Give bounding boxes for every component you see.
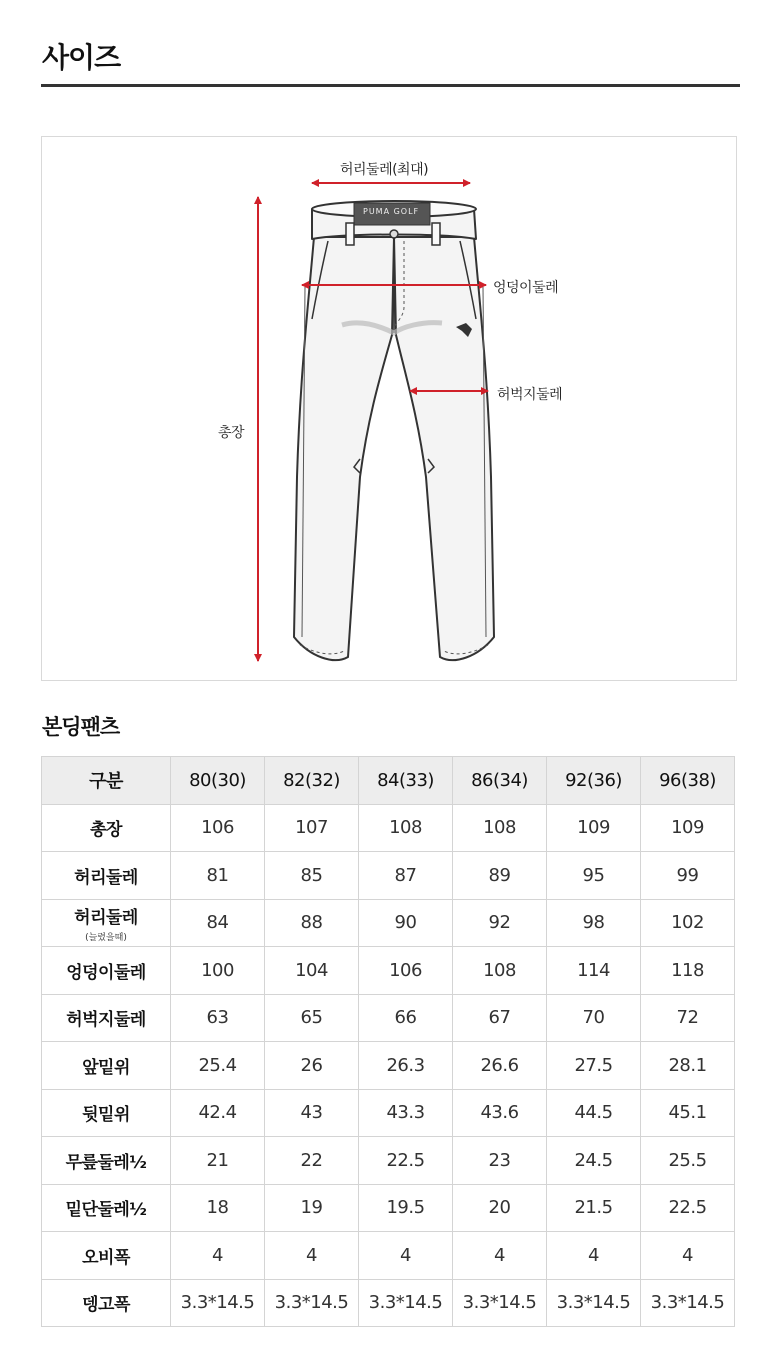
table-cell: 3.3*14.5 — [359, 1279, 453, 1327]
row-label-text: 엉덩이둘레 — [66, 962, 146, 983]
size-chart-table — [41, 756, 735, 1327]
table-row — [42, 1184, 735, 1232]
table-cell: 25.5 — [641, 1137, 735, 1185]
table-cell: 3.3*14.5 — [547, 1279, 641, 1327]
table-cell: 106 — [359, 947, 453, 995]
row-label-note: (늘렸을때) — [85, 932, 127, 943]
table-row — [42, 1137, 735, 1185]
table-cell: 43 — [265, 1089, 359, 1137]
table-cell: 98 — [547, 899, 641, 947]
table-cell: 21 — [171, 1137, 265, 1185]
table-cell: 102 — [641, 899, 735, 947]
table-cell: 118 — [641, 947, 735, 995]
table-cell: 18 — [171, 1184, 265, 1232]
table-cell: 99 — [641, 852, 735, 900]
table-cell: 108 — [453, 804, 547, 852]
table-cell: 81 — [171, 852, 265, 900]
row-label — [42, 1184, 171, 1232]
table-cell: 90 — [359, 899, 453, 947]
table-cell: 3.3*14.5 — [171, 1279, 265, 1327]
table-cell: 88 — [265, 899, 359, 947]
table-cell: 70 — [547, 994, 641, 1042]
row-label — [42, 1042, 171, 1090]
table-cell: 42.4 — [171, 1089, 265, 1137]
table-cell: 20 — [453, 1184, 547, 1232]
row-label — [42, 1089, 171, 1137]
table-cell: 22 — [265, 1137, 359, 1185]
table-cell: 95 — [547, 852, 641, 900]
table-cell: 26.3 — [359, 1042, 453, 1090]
table-cell: 84 — [171, 899, 265, 947]
table-cell: 109 — [547, 804, 641, 852]
row-label — [42, 947, 171, 995]
table-cell: 26.6 — [453, 1042, 547, 1090]
table-cell: 114 — [547, 947, 641, 995]
row-label-text: 뎅고폭 — [82, 1295, 130, 1316]
page-title: 사이즈 — [42, 41, 121, 74]
table-header-row — [42, 757, 735, 805]
table-cell: 22.5 — [641, 1184, 735, 1232]
table-cell: 44.5 — [547, 1089, 641, 1137]
table-cell: 4 — [171, 1232, 265, 1280]
row-label-text: 뒷밑위 — [82, 1105, 130, 1126]
pants-illustration — [42, 137, 738, 682]
table-cell: 3.3*14.5 — [453, 1279, 547, 1327]
size-header: 92(36) — [547, 757, 641, 805]
row-label — [42, 852, 171, 900]
size-header: 96(38) — [641, 757, 735, 805]
hip-label: 엉덩이둘레 — [493, 280, 559, 296]
table-cell: 67 — [453, 994, 547, 1042]
table-cell: 24.5 — [547, 1137, 641, 1185]
row-label-text: 오비폭 — [82, 1247, 130, 1268]
title-divider — [41, 84, 740, 87]
table-cell: 65 — [265, 994, 359, 1042]
table-row — [42, 947, 735, 995]
row-label — [42, 1232, 171, 1280]
table-cell: 43.6 — [453, 1089, 547, 1137]
table-cell: 45.1 — [641, 1089, 735, 1137]
table-cell: 87 — [359, 852, 453, 900]
brand-label: PUMA GOLF — [363, 207, 420, 216]
row-label-text: 허리둘레 — [74, 867, 138, 888]
table-cell: 43.3 — [359, 1089, 453, 1137]
row-label-text: 허리둘레 — [74, 907, 138, 928]
table-cell: 26 — [265, 1042, 359, 1090]
table-cell: 72 — [641, 994, 735, 1042]
table-cell: 4 — [359, 1232, 453, 1280]
row-label-text: 총장 — [90, 820, 122, 841]
table-row — [42, 1089, 735, 1137]
row-label — [42, 1137, 171, 1185]
row-label — [42, 899, 171, 947]
table-cell: 19.5 — [359, 1184, 453, 1232]
table-cell: 22.5 — [359, 1137, 453, 1185]
size-header: 84(33) — [359, 757, 453, 805]
table-cell: 4 — [453, 1232, 547, 1280]
table-row — [42, 1042, 735, 1090]
table-cell: 4 — [547, 1232, 641, 1280]
row-label-text: 앞밑위 — [82, 1057, 130, 1078]
waist-max-label: 허리둘레(최대) — [340, 162, 429, 178]
table-cell: 109 — [641, 804, 735, 852]
table-cell: 107 — [265, 804, 359, 852]
total-length-label: 총장 — [218, 425, 245, 441]
table-cell: 89 — [453, 852, 547, 900]
table-cell: 63 — [171, 994, 265, 1042]
thigh-label: 허벅지둘레 — [497, 387, 563, 403]
size-header: 80(30) — [171, 757, 265, 805]
row-label-text: 밑단둘레½ — [65, 1200, 147, 1221]
row-label — [42, 804, 171, 852]
section-title: 본딩팬츠 — [42, 715, 120, 739]
table-row — [42, 852, 735, 900]
table-cell: 23 — [453, 1137, 547, 1185]
row-label-text: 무릎둘레½ — [65, 1152, 147, 1173]
table-cell: 100 — [171, 947, 265, 995]
table-corner-header: 구분 — [42, 757, 171, 805]
table-cell: 66 — [359, 994, 453, 1042]
table-row — [42, 1279, 735, 1327]
table-cell: 25.4 — [171, 1042, 265, 1090]
button — [390, 230, 398, 238]
table-cell: 104 — [265, 947, 359, 995]
size-header: 82(32) — [265, 757, 359, 805]
table-row — [42, 804, 735, 852]
table-cell: 27.5 — [547, 1042, 641, 1090]
table-cell: 21.5 — [547, 1184, 641, 1232]
table-cell: 4 — [641, 1232, 735, 1280]
table-row — [42, 899, 735, 947]
row-label-text: 허벅지둘레 — [66, 1010, 146, 1031]
table-cell: 4 — [265, 1232, 359, 1280]
row-label — [42, 994, 171, 1042]
table-cell: 106 — [171, 804, 265, 852]
table-cell: 92 — [453, 899, 547, 947]
pants-size-diagram — [41, 136, 737, 681]
table-cell: 85 — [265, 852, 359, 900]
table-row — [42, 994, 735, 1042]
table-cell: 19 — [265, 1184, 359, 1232]
table-cell: 28.1 — [641, 1042, 735, 1090]
table-row — [42, 1232, 735, 1280]
row-label — [42, 1279, 171, 1327]
table-cell: 108 — [359, 804, 453, 852]
table-cell: 3.3*14.5 — [265, 1279, 359, 1327]
size-header: 86(34) — [453, 757, 547, 805]
table-cell: 108 — [453, 947, 547, 995]
table-cell: 3.3*14.5 — [641, 1279, 735, 1327]
